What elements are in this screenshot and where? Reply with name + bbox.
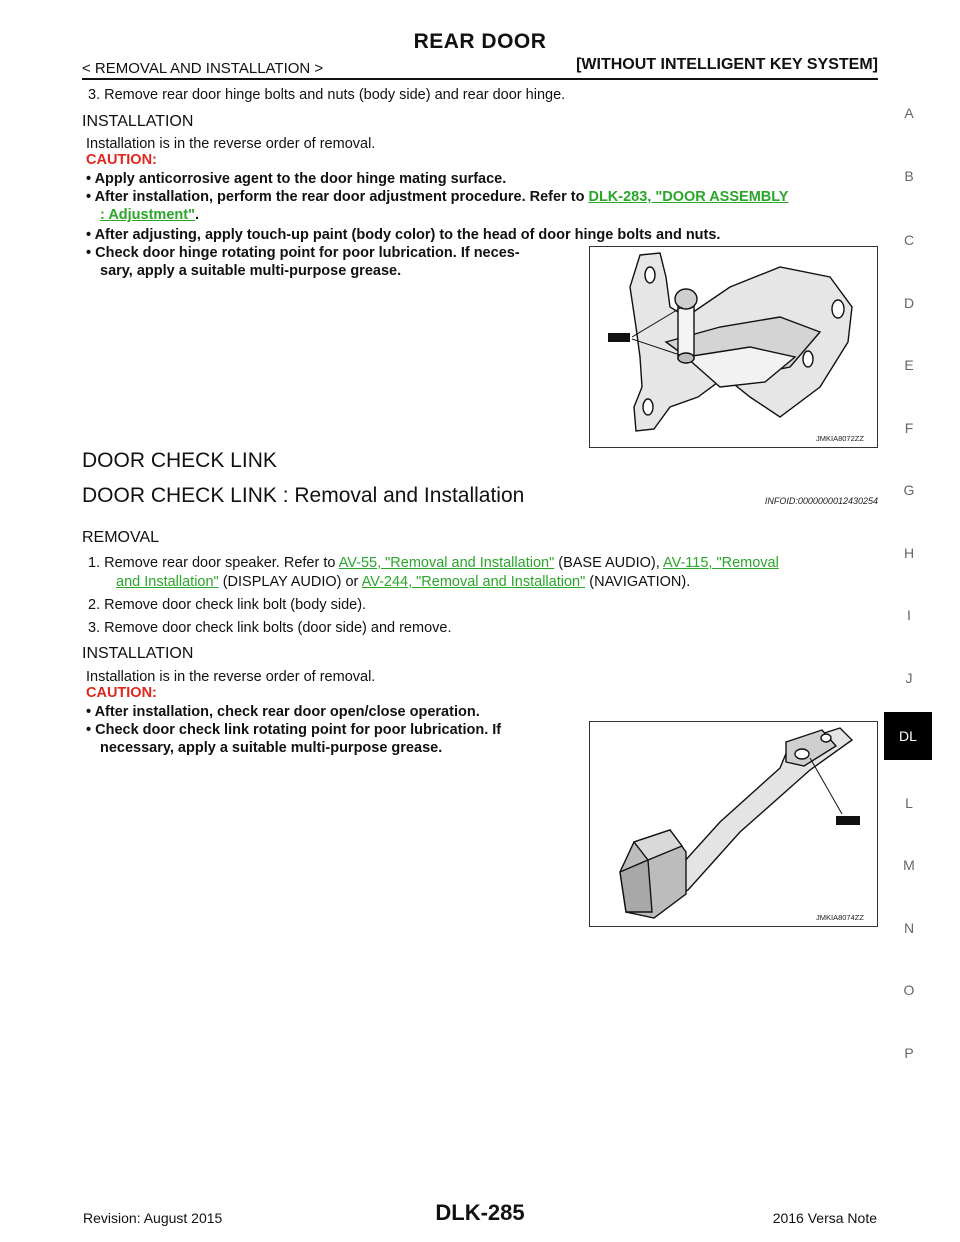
index-tab-d[interactable]: D bbox=[903, 295, 915, 311]
link-av-244[interactable]: AV-244, "Removal and Installation" bbox=[361, 574, 586, 590]
check-link-infoid: INFOID:0000000012430254 bbox=[764, 496, 878, 506]
check-link-heading: DOOR CHECK LINK bbox=[82, 449, 277, 472]
check-link-removal-heading: REMOVAL bbox=[82, 529, 160, 546]
door-check-link-figure bbox=[589, 721, 878, 927]
link-dlk-283-adjustment[interactable]: : Adjustment" bbox=[100, 207, 195, 223]
hinge-caution-bullet-4-cont: sary, apply a suitable multi-purpose grease. bbox=[100, 263, 402, 279]
check-link-step-2: 2. Remove door check link bolt (body side). bbox=[88, 597, 367, 613]
footer-model: 2016 Versa Note bbox=[772, 1210, 877, 1226]
index-tab-m[interactable]: M bbox=[903, 857, 915, 873]
index-tab-f[interactable]: F bbox=[904, 420, 914, 436]
grease-symbol-icon-2 bbox=[836, 816, 860, 825]
check-link-caution-label: CAUTION: bbox=[86, 685, 157, 701]
check-link-step-3: 3. Remove door check link bolts (door side) and remove. bbox=[88, 620, 452, 636]
index-tab-n[interactable]: N bbox=[903, 920, 915, 936]
link-av-115[interactable]: AV-115, "Removal bbox=[663, 555, 779, 571]
hinge-caution-bullet-3: • After adjusting, apply touch-up paint (body color) to the head of door hinge bolts and nuts. bbox=[86, 227, 721, 243]
door-hinge-illustration bbox=[590, 247, 877, 447]
system-label: [WITHOUT INTELLIGENT KEY SYSTEM] bbox=[576, 56, 878, 73]
hinge-installation-text: Installation is in the reverse order of removal. bbox=[86, 136, 376, 152]
check-link-caution-bullet-2-cont: necessary, apply a suitable multi-purpose grease. bbox=[100, 740, 443, 756]
index-tab-c[interactable]: C bbox=[903, 232, 915, 248]
index-tab-p[interactable]: P bbox=[904, 1045, 914, 1061]
section-label: < REMOVAL AND INSTALLATION > bbox=[82, 60, 324, 77]
check-link-subheading: DOOR CHECK LINK : Removal and Installation bbox=[82, 484, 525, 507]
index-tab-l[interactable]: L bbox=[905, 795, 913, 811]
hinge-caution-bullet-2: • After installation, perform the rear door adjustment procedure. Refer to DLK-283, "DOOR ASSEMBLY bbox=[86, 189, 789, 205]
index-tab-h[interactable]: H bbox=[903, 545, 915, 561]
index-tab-o[interactable]: O bbox=[903, 982, 915, 998]
hinge-caution-bullet-2-cont: : Adjustment". bbox=[100, 207, 199, 223]
index-tab-a[interactable]: A bbox=[904, 105, 914, 121]
hinge-caution-label: CAUTION: bbox=[86, 152, 157, 168]
link-dlk-283-door-assembly[interactable]: DLK-283, "DOOR ASSEMBLY bbox=[588, 189, 789, 205]
link-av-55[interactable]: AV-55, "Removal and Installation" bbox=[338, 555, 555, 571]
hinge-step-3: 3. Remove rear door hinge bolts and nuts (body side) and rear door hinge. bbox=[88, 87, 566, 103]
grease-symbol-icon bbox=[608, 333, 630, 342]
hinge-caution-bullet-1: • Apply anticorrosive agent to the door hinge mating surface. bbox=[86, 171, 507, 187]
check-link-step-1-cont: and Installation" (DISPLAY AUDIO) or AV-244, "Removal and Installation" (NAVIGATION). bbox=[116, 574, 691, 590]
check-link-installation-text: Installation is in the reverse order of removal. bbox=[86, 669, 376, 685]
door-check-link-illustration bbox=[590, 722, 877, 926]
page-title: REAR DOOR bbox=[413, 30, 547, 53]
check-link-step-1: 1. Remove rear door speaker. Refer to AV-55, "Removal and Installation" (BASE AUDIO), AV-115, "Removal bbox=[88, 555, 779, 571]
index-tab-b[interactable]: B bbox=[904, 168, 914, 184]
footer-page-number: DLK-285 bbox=[435, 1200, 525, 1225]
link-av-115-cont[interactable]: and Installation" bbox=[116, 574, 219, 590]
index-tab-dl-active[interactable]: DL bbox=[884, 712, 932, 760]
hinge-figure-code: JMKIA8072ZZ bbox=[816, 434, 864, 443]
hinge-installation-heading: INSTALLATION bbox=[82, 113, 194, 130]
check-link-figure-code: JMKIA8074ZZ bbox=[816, 913, 864, 922]
check-link-caution-bullet-1: • After installation, check rear door open/close operation. bbox=[86, 704, 480, 720]
door-hinge-figure bbox=[589, 246, 878, 448]
footer-revision: Revision: August 2015 bbox=[83, 1210, 223, 1226]
index-tab-e[interactable]: E bbox=[904, 357, 914, 373]
index-tab-j[interactable]: J bbox=[905, 670, 913, 686]
index-tab-i[interactable]: I bbox=[907, 607, 911, 623]
header-divider bbox=[82, 78, 878, 80]
check-link-caution-bullet-2: • Check door check link rotating point for poor lubrication. If bbox=[86, 722, 502, 738]
index-tab-g[interactable]: G bbox=[903, 482, 915, 498]
hinge-caution-bullet-4: • Check door hinge rotating point for poor lubrication. If neces- bbox=[86, 245, 520, 261]
check-link-installation-heading: INSTALLATION bbox=[82, 645, 194, 662]
